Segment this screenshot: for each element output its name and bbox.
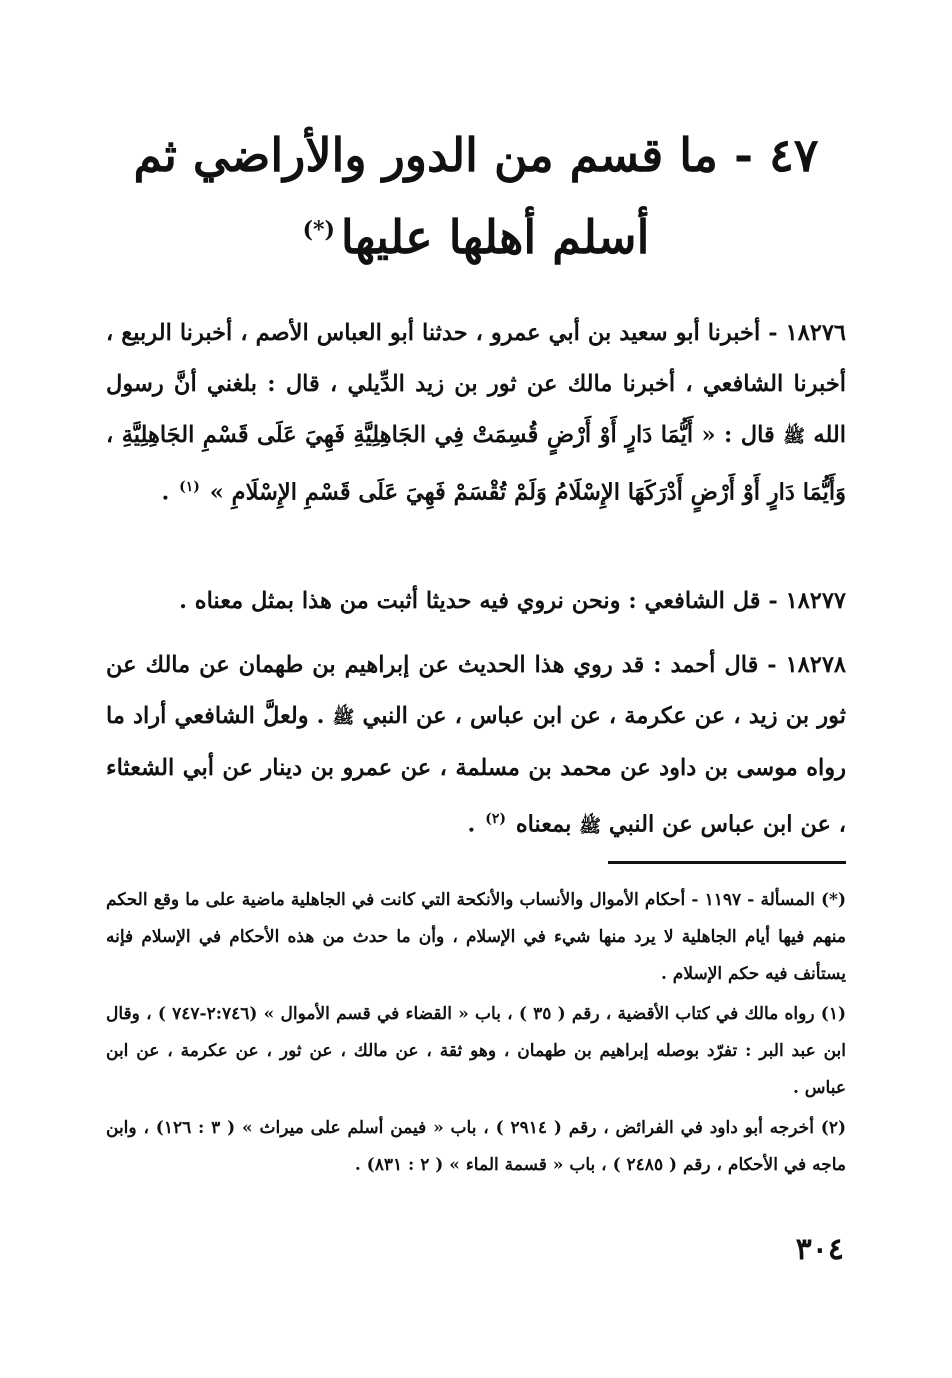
paragraph-18276-text-end: قال : « أَيُّمَا دَارٍ أَوْ أَرْضٍ قُسِمَتْ فِي الجَاهِلِيَّةِ فَهِيَ عَلَى قَسْمِ الجَاهِلِيَّةِ ، وَأَيُّمَا دَارٍ أَوْ أَرْضٍ أَدْرَكَهَا الإِسْلَامُ وَلَمْ تُقْسَمْ فَهِيَ عَلَى قَسْمِ الإِسْلَامِ »: [106, 422, 846, 506]
paragraph-18276-text-start: ١٨٢٧٦ - أخبرنا أبو سعيد بن أبي عمرو ، حدثنا أبو العباس الأصم ، أخبرنا الربيع ، أخبرنا الشافعي ، أخبرنا مالك عن ثور بن زيد الدِّيلي ، قال : بلغني أنَّ رسول الله: [106, 320, 847, 448]
chapter-title-line-1: [100, 128, 852, 183]
paragraph-18277-text: ١٨٢٧٧ - قل الشافعي : ونحن نروي فيه حديثا أثبت من هذا بمثل معناه .: [179, 588, 846, 614]
footnote-issue: (*) المسألة - ١١٩٧ - أحكام الأموال والأنساب والأنكحة التي كانت في الجاهلية ماضية على ما وقع الحكم منهم فيها أيام الجاهلية لا يرد منها شيء في الإسلام ، وأن ما حدث من هذه الأحكام في الإسلام فإنه يستأنف فيه حكم الإسلام .: [106, 890, 846, 984]
chapter-title-marker: (*): [302, 216, 335, 243]
paragraph-18278-text-part-3: بمعناه: [515, 811, 572, 838]
page-number: ٣٠٤: [795, 1232, 844, 1267]
chapter-title-line-2-text: أسلم أهلها عليها: [340, 210, 650, 264]
footnote-1: (١) رواه مالك في كتاب الأقضية ، رقم ( ٣٥ ) ، باب « القضاء في قسم الأموال » (٢:٧٤٦-٧٤٧ ) ، وقال ابن عبد البر : تفرّد بوصله إبراهيم بن طهمان ، وهو ثقة ، عن مالك ، عن ثور ، عن عكرمة ، عن ابن عباس .: [106, 1004, 846, 1098]
hadith-paragraph-18278: [106, 640, 846, 852]
footnote-reference-2: (٢): [485, 811, 506, 827]
salawat-icon: ﷺ: [579, 815, 601, 837]
paragraph-18276-full-stop: .: [161, 479, 170, 506]
salawat-icon: ﷺ: [332, 707, 355, 728]
footnote-2: (٢) أخرجه أبو داود في الفرائض ، رقم ( ٢٩١٤ ) ، باب « فيمن أسلم على ميراث » ( ٣ : ١٢٦) ، وابن ماجه في الأحكام ، رقم ( ٢٤٨٥ ) ، باب « قسمة الماء » ( ٢ : ٨٣١) .: [106, 1118, 846, 1175]
paragraph-18278-full-stop: .: [467, 811, 476, 838]
salawat-icon: ﷺ: [783, 426, 805, 447]
hadith-paragraph-18277: [106, 576, 846, 626]
paragraph-18278-text-part-1: ١٨٢٧٨ - قال أحمد : قد روي هذا الحديث عن إبراهيم بن طهمان عن مالك عن ثور بن زيد ، عن عكرمة ، عن ابن عباس ، عن النبي: [106, 652, 846, 729]
paragraph-18278-text-part-2: . ولعلَّ الشافعي أراد ما رواه موسى بن داود عن محمد بن مسلمة ، عن عمرو بن دينار عن أبي الشعثاء ، عن ابن عباس عن النبي: [106, 703, 846, 838]
footnotes: [106, 882, 846, 1187]
footnote-reference-1: (١): [179, 479, 200, 495]
footnote-divider: [608, 861, 846, 864]
hadith-paragraph-18276: [106, 308, 846, 519]
chapter-title-line-1-text: ٤٧ - ما قسم من الدور والأراضي ثم: [133, 128, 819, 182]
chapter-title-line-2: [100, 210, 852, 265]
